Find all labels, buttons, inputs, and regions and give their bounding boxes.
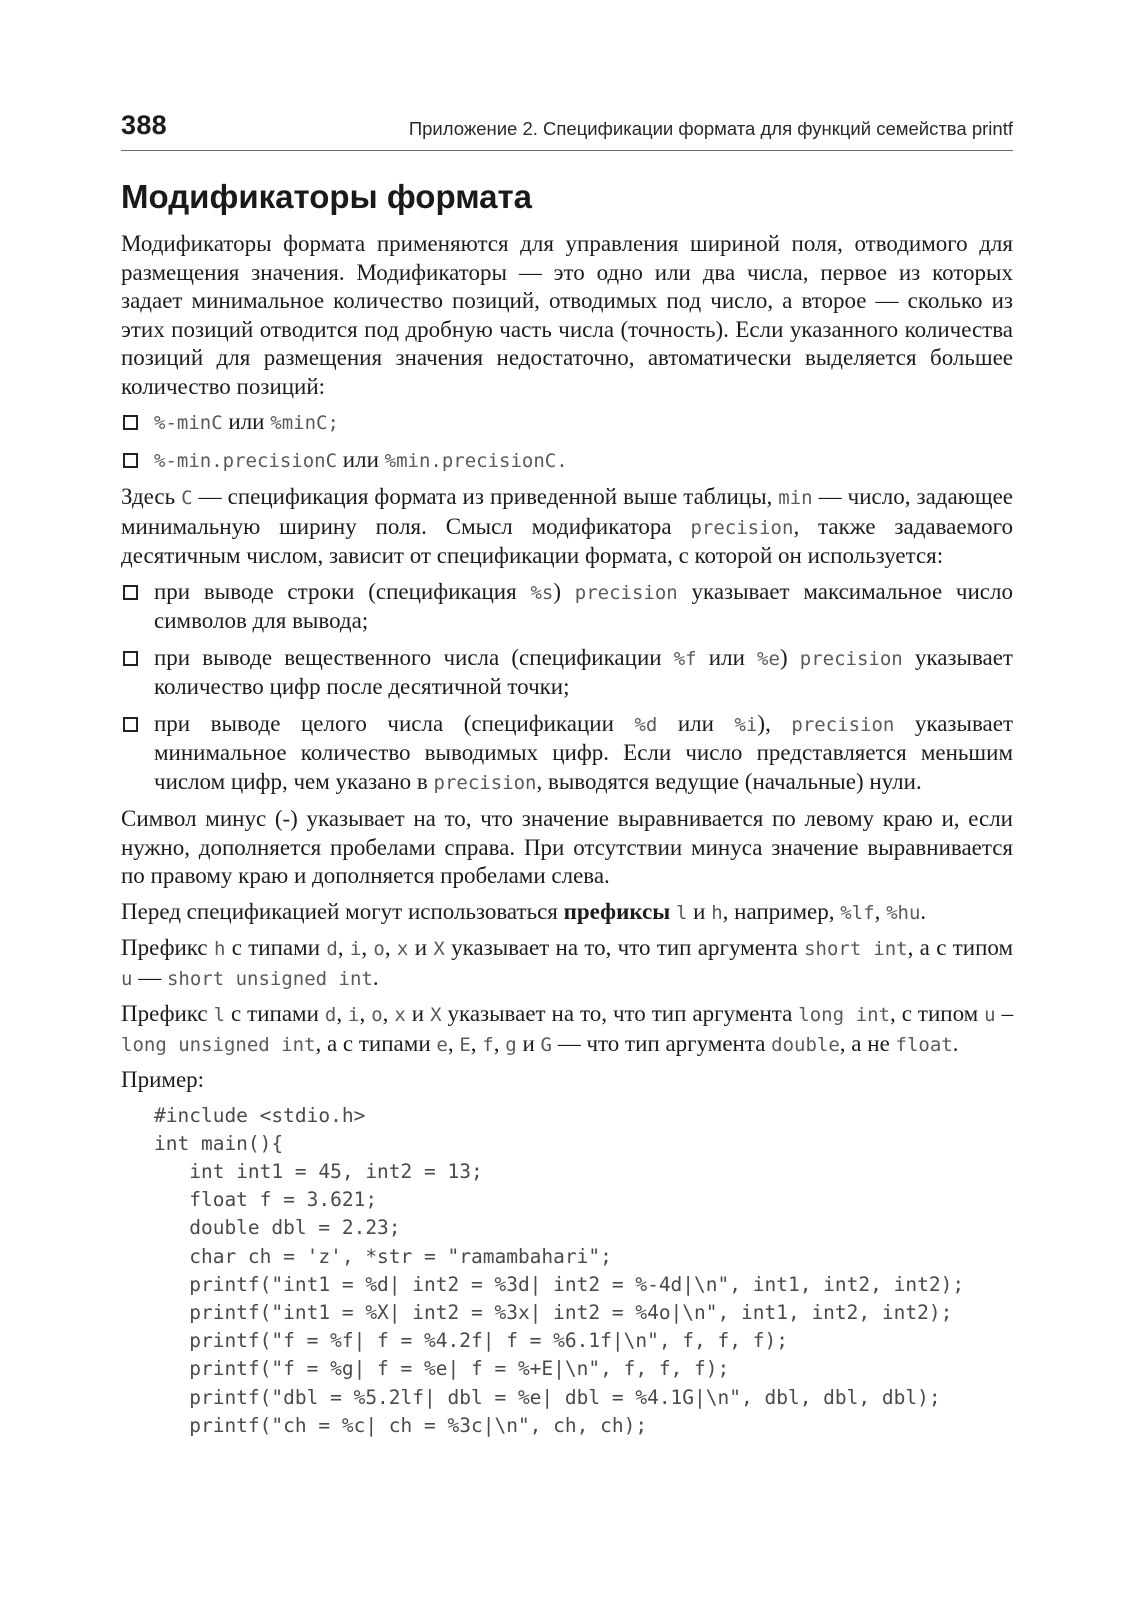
checkbox-bullet-icon: [123, 453, 138, 468]
explanation-paragraph: Здесь C — спецификация формата из приведенной выше таблицы, min — число, задающее минимальную ширину поля. Смысл модификатора precision, также задаваемого десятичным числом, зависит от спецификации формата, с которой он используется:: [121, 484, 1013, 568]
syntax-item: %-minC или %minC;: [121, 408, 1013, 438]
running-title: Приложение 2. Спецификации формата для функций семейства printf: [408, 118, 1013, 139]
intro-paragraph: Модификаторы формата применяются для управления шириной поля, отводимого для размещения значения. Модификаторы — это одно или два числа, первое из которых задает минимальное количество позиций, отводимых под число, а второе — сколько из этих позиций отводится под дробную часть числа (точность). Если указанного количества позиций для размещения значения недостаточно, автоматически выделяется большее количество позиций:: [121, 231, 1013, 399]
prefix-h-paragraph: Префикс h с типами d, i, o, x и X указывает на то, что тип аргумента short int, а с типом u — short unsigned int.: [121, 935, 1014, 990]
page-header: [121, 104, 1013, 151]
prefix-l-paragraph: Префикс l с типами d, i, o, x и X указывает на то, что тип аргумента long int, с типом u – long unsigned int, а с типами e, E, f, g и G — что тип аргумента double, а не float.: [121, 1001, 1014, 1056]
section-heading: Модификаторы формата: [121, 178, 533, 215]
checkbox-bullet-icon: [123, 585, 138, 600]
checkbox-bullet-icon: [123, 415, 138, 430]
example-label: Пример:: [121, 1067, 205, 1092]
checkbox-bullet-icon: [123, 651, 138, 666]
syntax-item: %-min.precisionC или %min.precisionC.: [121, 446, 1013, 476]
minus-paragraph: Символ минус (-) указывает на то, что значение выравнивается по левому краю и, если нужно, дополняется пробелами справа. При отсутствии минуса значение выравнивается по правому краю и дополняется пробелами слева.: [121, 806, 1013, 888]
precision-rules-list: [121, 578, 1013, 798]
page-number: 388: [121, 110, 167, 140]
prefix-paragraph: Перед спецификацией могут использоваться префиксы l и h, например, %lf, %hu.: [121, 898, 927, 924]
code-listing: #include <stdio.h> int main(){ int int1 = 45, int2 = 13; float f = 3.621; double dbl = 2.23; char ch = 'z', *str = "ramambahari"; printf("int1 = %d| int2 = %3d| int2 = %-4d|\n", int1, int2, int2); printf("int1 = %X| int2 = %3x| int2 = %4o|\n", int1, int2, int2); printf("f = %f| f = %4.2f| f = %6.1f|\n", f, f, f); printf("f = %g| f = %e| f = %+E|\n", f, f, f); printf("dbl = %5.2lf| dbl = %e| dbl = %4.1G|\n", dbl, dbl, dbl); printf("ch = %c| ch = %3c|\n", ch, ch);: [154, 1103, 965, 1437]
checkbox-bullet-icon: [123, 717, 138, 732]
list-item: при выводе строки (спецификация %s) precision указывает максимальное число символов для вывода;: [121, 578, 1013, 636]
page-content: [121, 178, 1013, 1440]
syntax-list: [121, 408, 1013, 475]
list-item: при выводе вещественного числа (спецификации %f или %e) precision указывает количество цифр после десятичной точки;: [121, 644, 1013, 702]
list-item: при выводе целого числа (спецификации %d или %i), precision указывает минимальное количество выводимых цифр. Если число представляется меньшим числом цифр, чем указано в precision, выводятся ведущие (начальные) нули.: [121, 710, 1013, 798]
